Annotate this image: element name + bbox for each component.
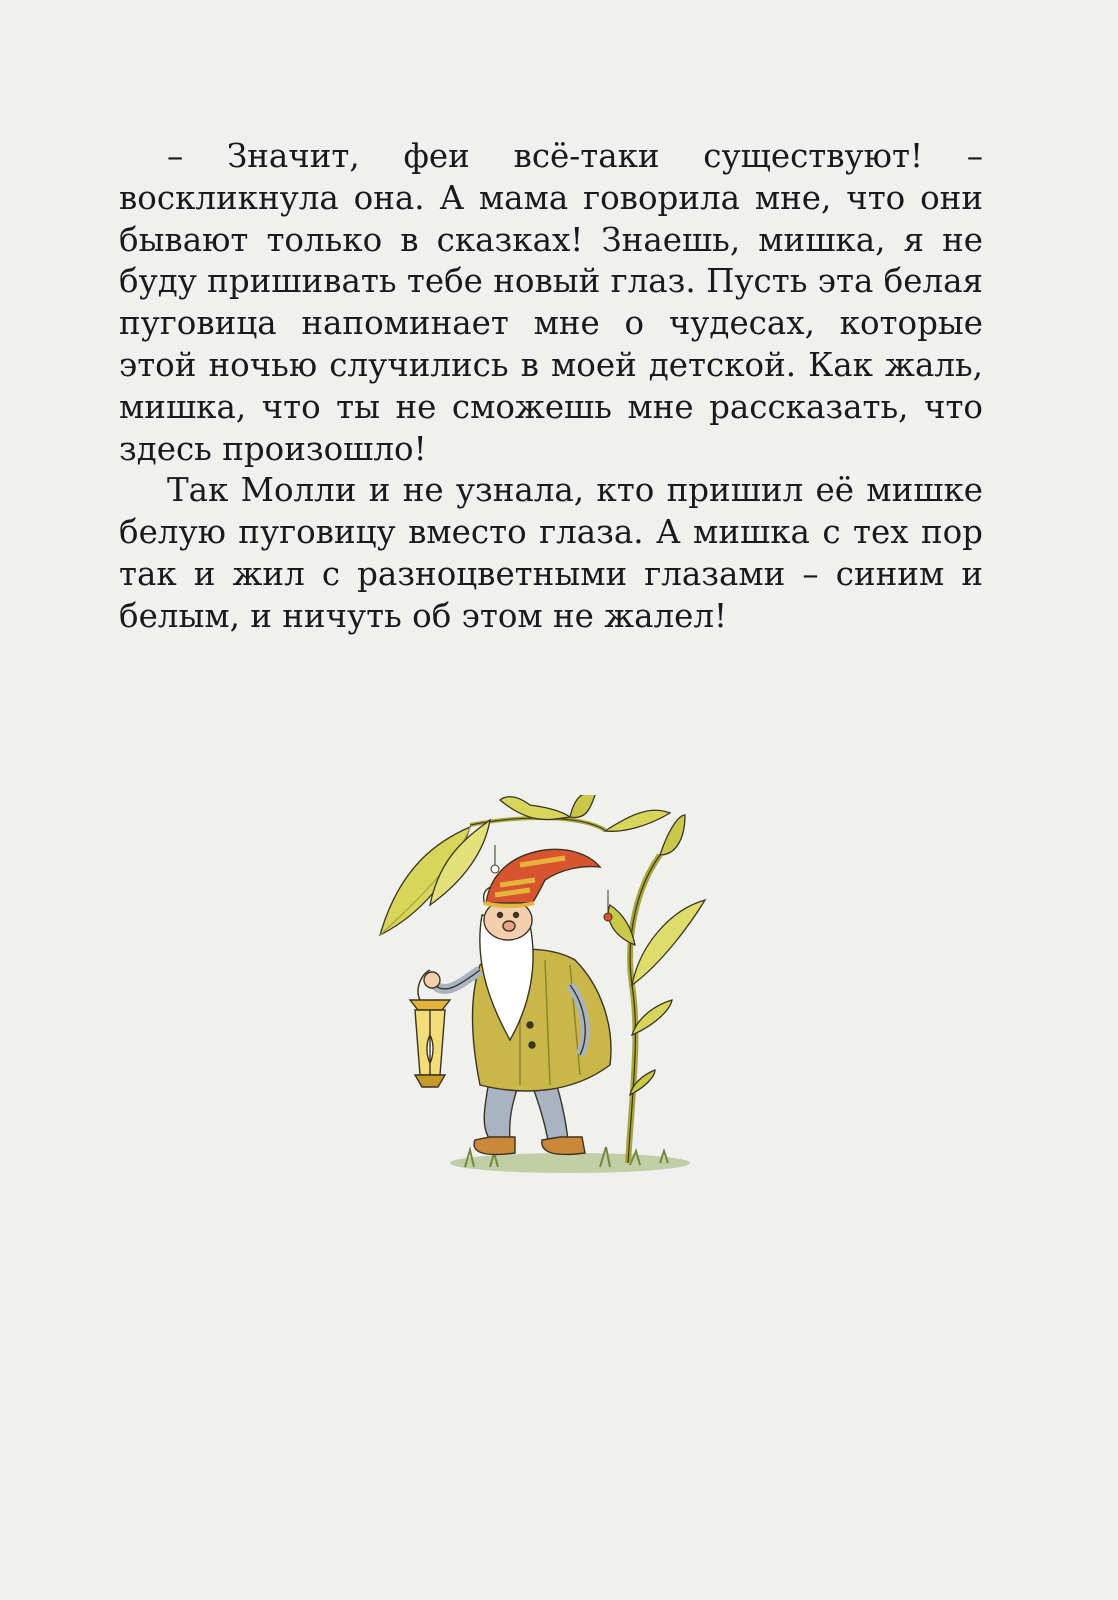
paragraph-2: Так Молли и не узнала, кто пришил её мишке белую пуговицу вместо глаза. А мишка с тех пор так и жил с разноцветными глазами – синим и белым, и ничуть об этом не жалел! [119, 471, 983, 635]
story-text [119, 136, 983, 638]
paragraph-1: – Значит, феи всё-таки существуют! – воскликнула она. А мама говорила мне, что они бывают только в сказках! Знаешь, мишка, я не буду пришивать тебе новый глаз. Пусть эта белая пуговица напоминает мне о чудесах, которые этой ночью случились в моей детской. Как жаль, мишка, что ты не сможешь мне рассказать, что здесь произошло! [119, 137, 983, 468]
gnome-with-lantern-illustration [370, 795, 720, 1185]
gnome-hat [484, 849, 600, 906]
